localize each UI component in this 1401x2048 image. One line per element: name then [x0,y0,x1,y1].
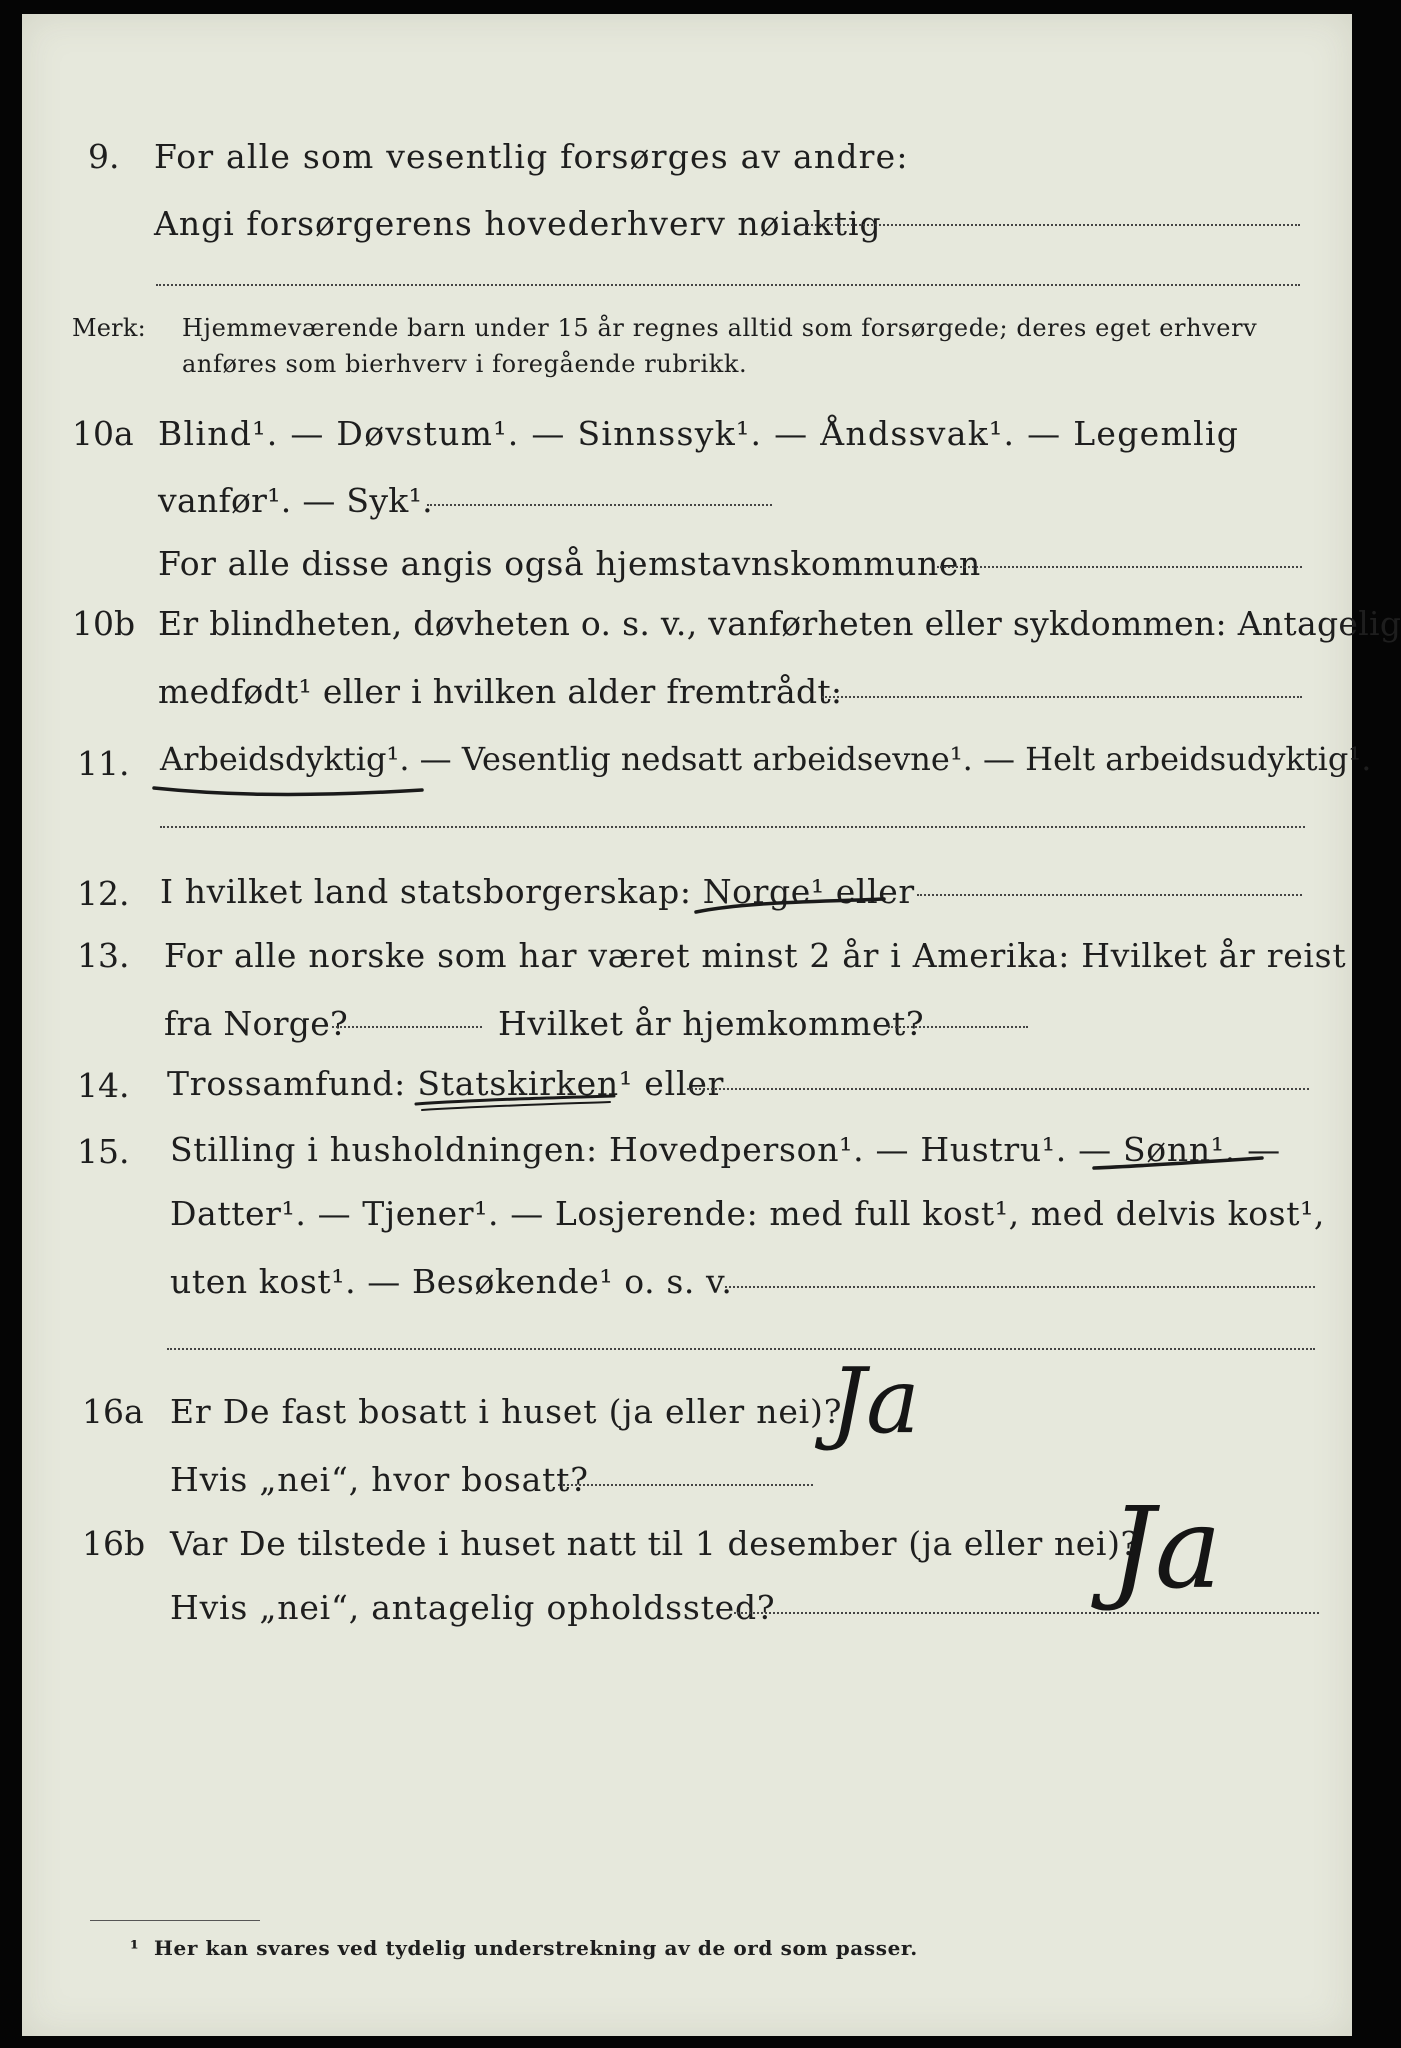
q13-text-line2b: Hvilket år hjemkommet? [498,1004,925,1043]
q14-text-line1: Trossamfund: Statskirken¹ eller [167,1064,725,1103]
q11-answer-line [160,826,1305,828]
footnote-text: Her kan svares ved tydelig understrekning av de ord som passer. [154,1936,918,1960]
q11-number: 11. [77,744,130,783]
q12-answer-line [917,894,1302,896]
q16b-text-line1: Var De tilstede i huset natt til 1 desember (ja eller nei)? [170,1524,1139,1563]
q16a-answer-line [558,1484,813,1486]
footnote-mark: ¹ [130,1936,140,1960]
q16a-text-line1: Er De fast bosatt i huset (ja eller nei)? [170,1392,843,1431]
q16a-handwritten-answer: Ja [830,1349,920,1454]
q14-handwritten-underline [414,1094,624,1116]
q9-text-line1: For alle som vesentlig forsørges av andre: [154,137,909,176]
q10b-number: 10b [72,604,136,643]
q10a-text-line1: Blind¹. — Døvstum¹. — Sinnssyk¹. — Åndssvak¹. — Legemlig [158,414,1240,453]
q13-text-line1: For alle norske som har været minst 2 år i Amerika: Hvilket år reist [164,936,1347,975]
q14-answer-line [687,1088,1309,1090]
q12-handwritten-underline [694,896,894,920]
q15-text-line3: uten kost¹. — Besøkende¹ o. s. v. [170,1262,733,1301]
q15-text-line1: Stilling i husholdningen: Hovedperson¹. — Hustru¹. — Sønn¹. — [170,1130,1281,1169]
q15-number: 15. [77,1132,130,1171]
q14-number: 14. [77,1066,130,1105]
q11-handwritten-underline [152,782,432,802]
q16b-number: 16b [82,1524,146,1563]
q10a-hjemstavn-line [937,566,1302,568]
q10b-answer-line [822,696,1302,698]
merk-text-line1: Hjemmeværende barn under 15 år regnes alltid som forsørgede; deres eget erhverv [182,314,1258,342]
q10b-text-line1: Er blindheten, døvheten o. s. v., vanførheten eller sykdommen: Antagelig [158,604,1401,643]
q13-return-line [888,1026,1028,1028]
q16a-text-line2: Hvis „nei“, hvor bosatt? [170,1460,589,1499]
q9-answer-line-2 [156,284,1300,286]
q16b-text-line2: Hvis „nei“, antagelig opholdssted? [170,1588,776,1627]
q12-text-line1: I hvilket land statsborgerskap: Norge¹ eller [160,872,915,911]
q10a-answer-line [427,504,772,506]
q13-text-line2a: fra Norge? [164,1004,349,1043]
merk-text-line2: anføres som bierhverv i foregående rubrikk. [182,350,748,378]
q13-number: 13. [77,936,130,975]
q16a-number: 16a [82,1392,144,1431]
q10a-number: 10a [72,414,134,453]
q10a-text-line2: vanfør¹. — Syk¹. [158,481,433,520]
q12-number: 12. [77,874,130,913]
census-form-page [22,14,1401,2036]
q11-text-line1: Arbeidsdyktig¹. — Vesentlig nedsatt arbeidsevne¹. — Helt arbeidsudyktig¹. [160,740,1372,778]
q16b-answer-line [734,1612,1319,1614]
q15-handwritten-underline [1092,1154,1272,1176]
q15-answer-line-2 [167,1348,1315,1350]
q10a-text-line3: For alle disse angis også hjemstavnskommunen [158,544,981,583]
merk-label: Merk: [72,314,146,342]
q16b-handwritten-answer: Ja [1110,1484,1222,1614]
q9-text-line2: Angi forsørgerens hovederhverv nøiaktig [154,204,882,243]
q9-answer-line [804,224,1300,226]
q9-number: 9. [88,137,120,176]
q13-departure-line [332,1026,482,1028]
footnote-rule [90,1920,260,1921]
q15-text-line2: Datter¹. — Tjener¹. — Losjerende: med full kost¹, med delvis kost¹, [170,1194,1325,1233]
q10b-text-line2: medfødt¹ eller i hvilken alder fremtrådt: [158,672,843,711]
q15-answer-line [725,1286,1315,1288]
